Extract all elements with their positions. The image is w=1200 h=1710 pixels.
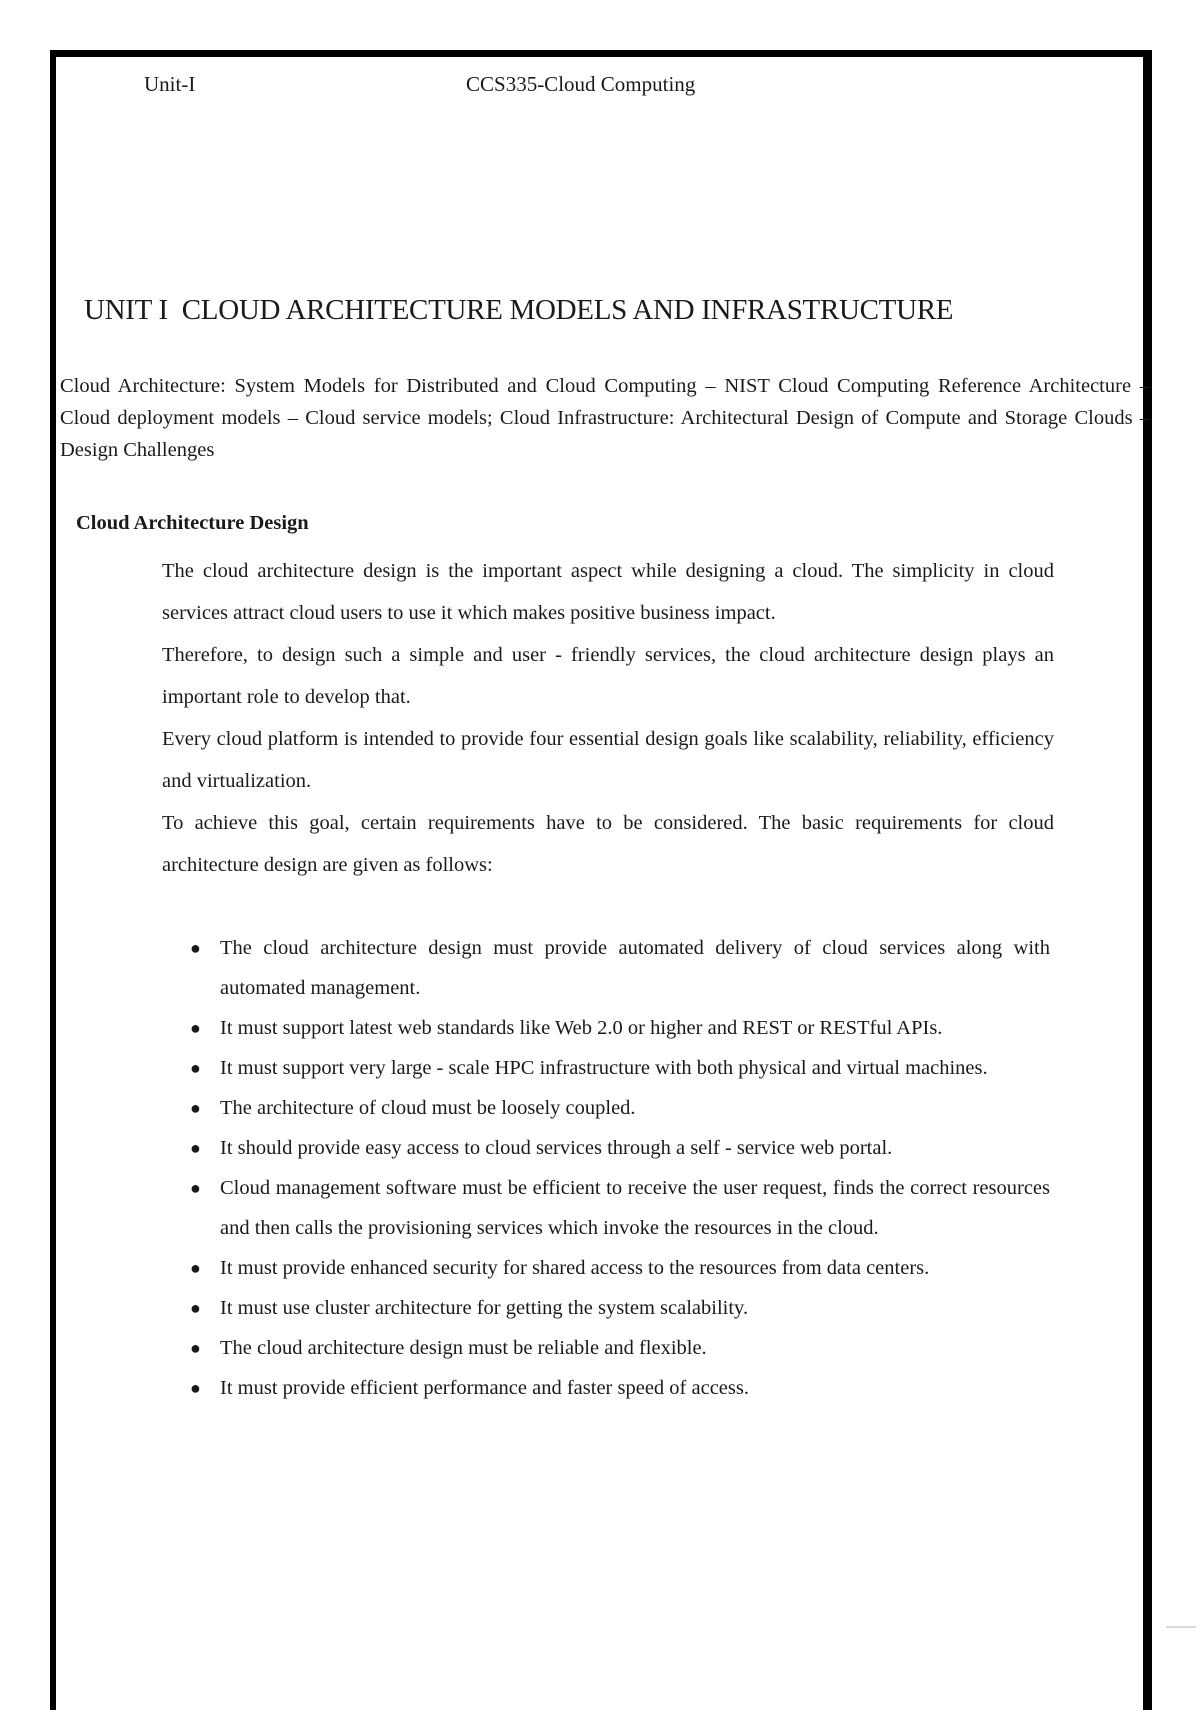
bullet-icon: ● xyxy=(190,1298,201,1318)
list-item xyxy=(162,928,1082,1008)
page-edge-mark xyxy=(1166,1626,1196,1628)
header-course: CCS335-Cloud Computing xyxy=(466,72,696,96)
list-item-text: Cloud management software must be efficient to receive the user request, finds the correct resources and then calls the provisioning services which invoke the resources in the cloud. xyxy=(220,1177,1050,1239)
list-item xyxy=(162,1368,1082,1408)
list-item xyxy=(162,1048,1082,1088)
list-item-text: It must use cluster architecture for getting the system scalability. xyxy=(220,1297,749,1319)
list-item xyxy=(162,1008,1082,1048)
bullet-icon: ● xyxy=(190,1098,201,1118)
section-body xyxy=(162,550,1054,886)
body-paragraph: Therefore, to design such a simple and user - friendly services, the cloud architecture design plays an important role to develop that. xyxy=(162,644,1054,708)
bullet-icon: ● xyxy=(190,1338,201,1358)
list-item-text: It should provide easy access to cloud services through a self - service web portal. xyxy=(220,1137,893,1159)
body-paragraph: The cloud architecture design is the important aspect while designing a cloud. The simplicity in cloud services attract cloud users to use it which makes positive business impact. xyxy=(162,560,1054,624)
header-unit: Unit-I xyxy=(144,72,196,96)
bullet-icon: ● xyxy=(190,1018,201,1038)
bullet-icon: ● xyxy=(190,1178,201,1198)
list-item xyxy=(162,1248,1082,1288)
section-heading: Cloud Architecture Design xyxy=(76,512,309,534)
bullet-icon: ● xyxy=(190,1138,201,1158)
list-item xyxy=(162,1088,1082,1128)
list-item xyxy=(162,1168,1082,1248)
bullet-icon: ● xyxy=(190,1378,201,1398)
bullet-icon: ● xyxy=(190,1058,201,1078)
body-paragraph: Every cloud platform is intended to provide four essential design goals like scalability, reliability, efficiency and virtualization. xyxy=(162,728,1054,792)
body-paragraph: To achieve this goal, certain requirements have to be considered. The basic requirements for cloud architecture design are given as follows: xyxy=(162,812,1054,876)
list-item-text: It must support latest web standards like Web 2.0 or higher and REST or RESTful APIs. xyxy=(220,1017,943,1039)
list-item-text: It must provide enhanced security for shared access to the resources from data centers. xyxy=(220,1257,930,1279)
requirements-list xyxy=(162,928,1082,1408)
list-item-text: It must support very large - scale HPC infrastructure with both physical and virtual machines. xyxy=(220,1057,988,1079)
list-item xyxy=(162,1128,1082,1168)
list-item-text: The cloud architecture design must be reliable and flexible. xyxy=(220,1337,707,1359)
list-item xyxy=(162,1328,1082,1368)
bullet-icon: ● xyxy=(190,1258,201,1278)
list-item-text: It must provide efficient performance and faster speed of access. xyxy=(220,1377,749,1399)
bullet-icon: ● xyxy=(190,938,201,958)
syllabus-paragraph: Cloud Architecture: System Models for Distributed and Cloud Computing – NIST Cloud Computing Reference Architecture – Cloud deployment models – Cloud service models; Cloud Infrastructure: Architectural Design of Compute and Storage Clouds – Design Challenges xyxy=(60,375,1150,461)
list-item-text: The cloud architecture design must provide automated delivery of cloud services along with automated management. xyxy=(220,937,1050,999)
unit-title: UNIT I CLOUD ARCHITECTURE MODELS AND INFRASTRUCTURE xyxy=(84,294,954,326)
list-item xyxy=(162,1288,1082,1328)
list-item-text: The architecture of cloud must be loosely coupled. xyxy=(220,1097,636,1119)
